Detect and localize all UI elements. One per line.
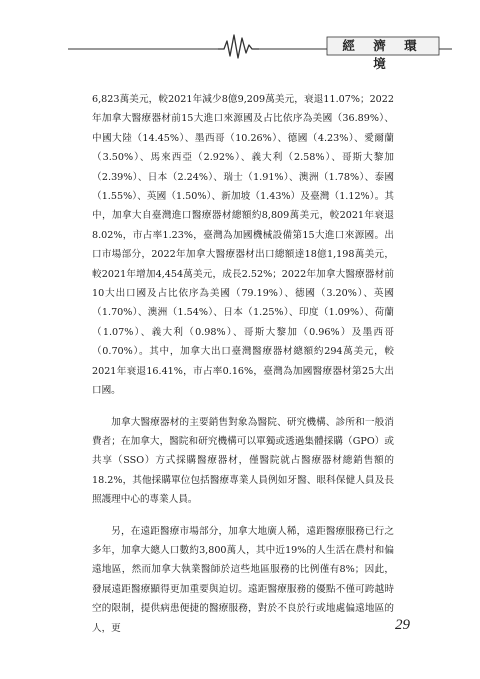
paragraph: 另，在遠距醫療市場部分，加拿大地廣人稀，遠距醫療服務已行之多年，加拿大總人口數約3,800萬人，其中近19%的人生活在農村和偏遠地區，然而加拿大執業醫師於這些地區服務的比例僅有8%；因此，發展遠距醫療顯得更加重要與迫切。遠距醫療服務的優點不僅可跨越時空的限制，提供病患便捷的醫療服務，對於不良於行或地處偏遠地區的人，更 — [92, 525, 394, 634]
page-header — [0, 0, 480, 71]
paragraph-continued: 6,823萬美元，較2021年減少8億9,209萬美元，衰退11.07%；2022年加拿大醫療器材前15大進口來源國及占比依序為美國（36.89%）、中國大陸（14.45%）、墨西哥（10.26%）、德國（4.23%）、愛爾蘭（3.50%）、馬來西亞（2.92%）、義大利（2.58%）、哥斯大黎加（2.39%）、日本（2.24%）、瑞士（1.91%）、澳洲（1.78%）、泰國（1.55%）、英國（1.50%）、新加坡（1.43%）及臺灣（1.12%）。其中，加拿大自臺灣進口醫療器材總額約8,809萬美元，較2021年衰退8.02%，市占率1.23%，臺灣為加國機械設備第15大進口來源國。出口市場部分，2022年加拿大醫療器材出口總額達18億1,198萬美元，較2021年增加4,454萬美元，成長2.52%；2022年加拿大醫療器材前10大出口國及占比依序為美國（79.19%）、德國（3.20%）、英國（1.70%）、澳洲（1.54%）、日本（1.25%）、印度（1.09%）、荷蘭（1.07%）、義大利（0.98%）、哥斯大黎加（0.96%）及墨西哥（0.70%）。其中，加拿大出口臺灣醫療器材總額約294萬美元，較2021年衰退16.41%，市占率0.16%，臺灣為加國醫療器材第25大出口國。 — [92, 94, 394, 397]
paragraph: 加拿大醫療器材的主要銷售對象為醫院、研究機構、診所和一般消費者；在加拿大，醫院和研究機構可以單獨或透過集體採購（GPO）或共享（SSO）方式採購醫療器材，僅醫院就占醫療器材總銷售額的18.2%，其他採購單位包括醫療專業人員例如牙醫、眼科保健人員及長照護理中心的專業人員。 — [92, 416, 394, 506]
article-body — [92, 90, 394, 638]
page-number: 29 — [395, 617, 410, 633]
section-title: 經 濟 環 境 — [342, 38, 424, 71]
